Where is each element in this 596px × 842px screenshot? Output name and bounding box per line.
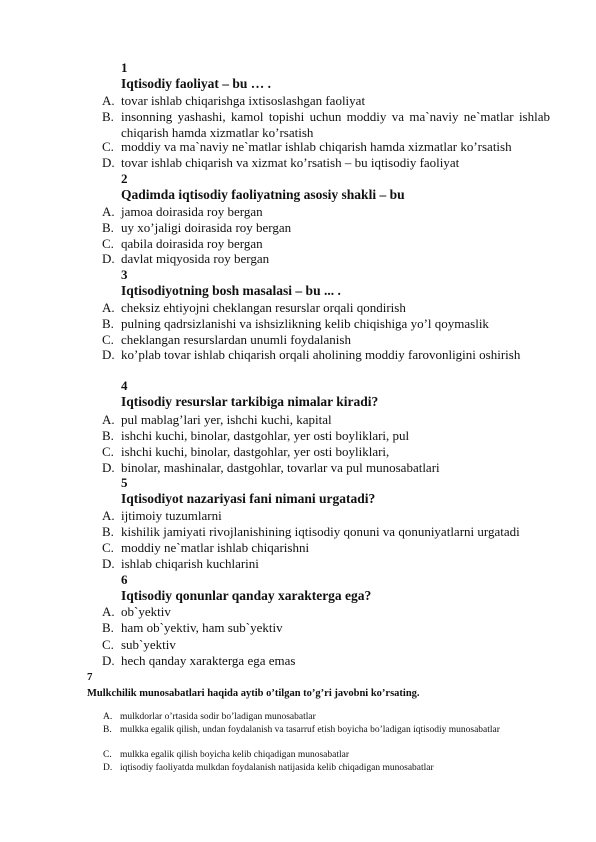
option-letter: D. — [102, 251, 115, 266]
question-number: 3 — [121, 267, 128, 282]
option-text: mulkka egalik qilish, undan foydalanish va tasarruf etish boyicha bo’ladigan iqtisodiy munosabatlar — [120, 725, 500, 735]
option-text: pul mablag’lari yer, ishchi kuchi, kapital — [121, 412, 332, 427]
option-letter: A. — [102, 412, 115, 427]
answer-option — [103, 749, 523, 761]
option-text: tovar ishlab chiqarishga ixtisoslashgan faoliyat — [121, 93, 366, 108]
answer-option — [102, 204, 550, 220]
answer-option — [102, 412, 550, 428]
option-text: ishlab chiqarish kuchlarini — [121, 556, 259, 571]
answer-option — [102, 653, 550, 669]
answer-option — [102, 508, 550, 524]
option-text: ishchi kuchi, binolar, dastgohlar, yer osti boyliklari, pul — [121, 428, 410, 443]
option-text: ham ob`yektiv, ham sub`yektiv — [121, 620, 283, 635]
option-text: binolar, mashinalar, dastgohlar, tovarlar va pul munosabatlari — [121, 460, 440, 475]
option-text: insonning yashashi, kamol topishi uchun moddiy va ma`naviy ne`matlar ishlab chiqarish hamda xizmatlar ko’rsatish — [121, 109, 550, 140]
answer-option — [102, 332, 550, 348]
answer-option — [102, 637, 550, 653]
option-letter: D. — [103, 763, 113, 773]
answer-option — [102, 139, 550, 155]
question-text: Iqtisodiy faoliyat – bu … . — [121, 76, 272, 91]
answer-option — [103, 762, 523, 774]
option-letter: B. — [103, 725, 112, 735]
option-text: moddiy ne`matlar ishlab chiqarishni — [121, 540, 310, 555]
answer-option — [102, 300, 550, 316]
answer-option — [102, 220, 550, 236]
option-text: pulning qadrsizlanishi va ishsizlikning kelib chiqishiga yo’l qoymaslik — [121, 316, 489, 331]
option-letter: B. — [102, 620, 114, 635]
question-text: Mulkchilik munosabatlari haqida aytib o’tilgan to’g’ri javobni ko’rsating. — [87, 688, 420, 699]
option-text: moddiy va ma`naviy ne`matlar ishlab chiqarish hamda xizmatlar ko’rsatish — [121, 139, 512, 154]
option-letter: B. — [102, 316, 114, 331]
option-letter: B. — [102, 524, 114, 539]
question-number: 7 — [87, 671, 93, 683]
option-text: ijtimoiy tuzumlarni — [121, 508, 222, 523]
option-letter: A. — [102, 204, 115, 219]
answer-option — [102, 347, 550, 363]
answer-option — [102, 556, 550, 572]
option-letter: A. — [102, 604, 115, 619]
answer-option — [102, 236, 550, 252]
option-letter: B. — [102, 109, 114, 124]
question-number: 2 — [121, 171, 128, 186]
answer-option — [103, 711, 523, 723]
option-text: hech qanday xarakterga ega emas — [121, 653, 296, 668]
answer-option — [103, 724, 523, 736]
option-text: davlat miqyosida roy bergan — [121, 251, 270, 266]
question-number: 5 — [121, 475, 128, 490]
answer-option — [102, 428, 550, 444]
question-number: 4 — [121, 378, 128, 393]
option-letter: A. — [103, 712, 113, 722]
answer-option — [102, 316, 550, 332]
option-letter: B. — [102, 220, 114, 235]
option-letter: C. — [102, 540, 114, 555]
option-text: tovar ishlab chiqarish va xizmat ko’rsatish – bu iqtisodiy faoliyat — [121, 155, 460, 170]
option-letter: C. — [102, 236, 114, 251]
answer-option — [102, 251, 550, 267]
option-letter: C. — [102, 139, 114, 154]
question-number: 6 — [121, 572, 128, 587]
option-letter: C. — [102, 332, 114, 347]
answer-option — [102, 524, 550, 540]
answer-option — [102, 460, 550, 476]
option-text: jamoa doirasida roy bergan — [121, 204, 263, 219]
option-text: ishchi kuchi, binolar, dastgohlar, yer osti boyliklari, — [121, 444, 390, 459]
question-text: Iqtisodiy resurslar tarkibiga nimalar kiradi? — [121, 394, 379, 409]
option-letter: C. — [102, 444, 114, 459]
option-letter: A. — [102, 300, 115, 315]
option-text: kishilik jamiyati rivojlanishining iqtisodiy qonuni va qonuniyatlarni urgatadi — [121, 524, 520, 539]
option-letter: D. — [102, 556, 115, 571]
option-letter: D. — [102, 347, 115, 362]
question-text: Qadimda iqtisodiy faoliyatning asosiy shakli – bu — [121, 187, 405, 202]
option-letter: A. — [102, 508, 115, 523]
option-letter: B. — [102, 428, 114, 443]
option-text: sub`yektiv — [121, 637, 176, 652]
question-text: Iqtisodiyot nazariyasi fani nimani urgatadi? — [121, 491, 376, 506]
option-text: cheksiz ehtiyojni cheklangan resurslar orqali qondirish — [121, 300, 406, 315]
question-number: 1 — [121, 60, 128, 75]
option-letter: D. — [102, 155, 115, 170]
option-letter: A. — [102, 93, 115, 108]
option-text: iqtisodiy faoliyatda mulkdan foydalanish natijasida kelib chiqadigan munosabatlar — [120, 763, 434, 773]
option-text: qabila doirasida roy bergan — [121, 236, 263, 251]
option-letter: D. — [102, 653, 115, 668]
answer-option — [102, 155, 550, 171]
answer-option — [102, 444, 550, 460]
option-text: uy xo’jaligi doirasida roy bergan — [121, 220, 292, 235]
option-text: ob`yektiv — [121, 604, 171, 619]
option-text: cheklangan resurslardan unumli foydalanish — [121, 332, 351, 347]
answer-option — [102, 540, 550, 556]
answer-option — [102, 620, 550, 636]
option-text: mulkdorlar o’rtasida sodir bo’ladigan munosabatlar — [120, 712, 316, 722]
option-letter: C. — [103, 750, 112, 760]
question-text: Iqtisodiy qonunlar qanday xarakterga ega? — [121, 588, 372, 603]
option-letter: D. — [102, 460, 115, 475]
option-letter: C. — [102, 637, 114, 652]
answer-option — [102, 93, 550, 109]
option-text: mulkka egalik qilish boyicha kelib chiqadigan munosabatlar — [120, 750, 349, 760]
answer-option — [102, 109, 550, 141]
option-text: ko’plab tovar ishlab chiqarish orqali aholining moddiy farovonligini oshirish — [121, 347, 521, 362]
answer-option — [102, 604, 550, 620]
question-text: Iqtisodiyotning bosh masalasi – bu ... . — [121, 283, 341, 298]
